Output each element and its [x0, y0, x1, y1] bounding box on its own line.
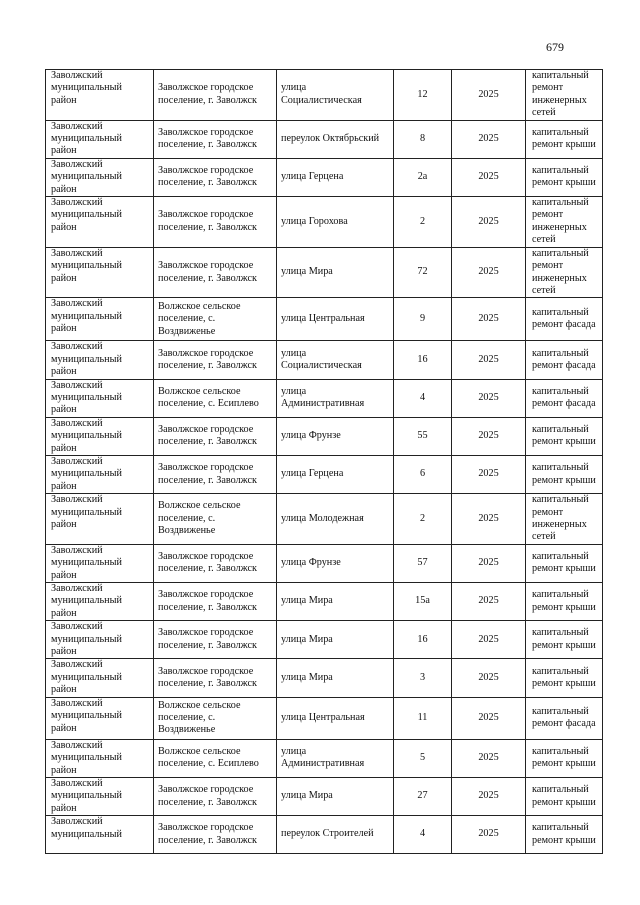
- street-cell: улица Мира: [277, 621, 394, 659]
- house-number-cell: 4: [394, 379, 452, 417]
- settlement-cell: Заволжское городское поселение, г. Заволжск: [154, 455, 277, 493]
- settlement-cell: Волжское сельское поселение, с. Воздвиженье: [154, 298, 277, 341]
- district-cell: Заволжский муниципальный район: [46, 417, 154, 455]
- street-cell: улица Фрунзе: [277, 417, 394, 455]
- street-cell: переулок Строителей: [277, 816, 394, 854]
- table-row: [46, 417, 603, 455]
- work-type-cell: капитальный ремонт крыши: [526, 777, 603, 815]
- year-cell: 2025: [452, 697, 526, 739]
- settlement-cell: Заволжское городское поселение, г. Заволжск: [154, 816, 277, 854]
- settlement-cell: Заволжское городское поселение, г. Заволжск: [154, 659, 277, 697]
- street-cell: переулок Октябрьский: [277, 120, 394, 158]
- settlement-cell: Заволжское городское поселение, г. Заволжск: [154, 417, 277, 455]
- table-row: [46, 70, 603, 121]
- work-type-cell: капитальный ремонт крыши: [526, 659, 603, 697]
- table-row: [46, 494, 603, 545]
- district-cell: Заволжский муниципальный район: [46, 659, 154, 697]
- work-type-cell: капитальный ремонт фасада: [526, 341, 603, 379]
- house-number-cell: 72: [394, 247, 452, 298]
- work-type-cell: капитальный ремонт крыши: [526, 417, 603, 455]
- district-cell: Заволжский муниципальный: [46, 816, 154, 854]
- work-type-cell: капитальный ремонт крыши: [526, 544, 603, 582]
- street-cell: улица Социалистическая: [277, 70, 394, 121]
- street-cell: улица Герцена: [277, 158, 394, 196]
- house-number-cell: 5: [394, 739, 452, 777]
- house-number-cell: 4: [394, 816, 452, 854]
- table-row: [46, 659, 603, 697]
- work-type-cell: капитальный ремонт крыши: [526, 621, 603, 659]
- district-cell: Заволжский муниципальный район: [46, 544, 154, 582]
- table-row: [46, 621, 603, 659]
- district-cell: Заволжский муниципальный район: [46, 583, 154, 621]
- street-cell: улица Социалистическая: [277, 341, 394, 379]
- settlement-cell: Волжское сельское поселение, с. Воздвиженье: [154, 697, 277, 739]
- work-type-cell: капитальный ремонт инженерных сетей: [526, 70, 603, 121]
- house-number-cell: 16: [394, 341, 452, 379]
- work-type-cell: капитальный ремонт крыши: [526, 739, 603, 777]
- settlement-cell: Волжское сельское поселение, с. Есиплево: [154, 379, 277, 417]
- settlement-cell: Заволжское городское поселение, г. Заволжск: [154, 120, 277, 158]
- district-cell: Заволжский муниципальный район: [46, 247, 154, 298]
- street-cell: улица Мира: [277, 659, 394, 697]
- table-row: [46, 544, 603, 582]
- year-cell: 2025: [452, 777, 526, 815]
- district-cell: Заволжский муниципальный район: [46, 70, 154, 121]
- year-cell: 2025: [452, 494, 526, 545]
- district-cell: Заволжский муниципальный район: [46, 341, 154, 379]
- work-type-cell: капитальный ремонт фасада: [526, 379, 603, 417]
- district-cell: Заволжский муниципальный район: [46, 197, 154, 248]
- house-number-cell: 2: [394, 494, 452, 545]
- house-number-cell: 55: [394, 417, 452, 455]
- house-number-cell: 57: [394, 544, 452, 582]
- settlement-cell: Заволжское городское поселение, г. Заволжск: [154, 621, 277, 659]
- house-number-cell: 9: [394, 298, 452, 341]
- street-cell: улица Центральная: [277, 298, 394, 341]
- work-type-cell: капитальный ремонт крыши: [526, 120, 603, 158]
- year-cell: 2025: [452, 583, 526, 621]
- district-cell: Заволжский муниципальный район: [46, 298, 154, 341]
- settlement-cell: Заволжское городское поселение, г. Заволжск: [154, 70, 277, 121]
- year-cell: 2025: [452, 158, 526, 196]
- year-cell: 2025: [452, 70, 526, 121]
- house-number-cell: 8: [394, 120, 452, 158]
- street-cell: улица Герцена: [277, 455, 394, 493]
- table-row: [46, 455, 603, 493]
- work-type-cell: капитальный ремонт крыши: [526, 816, 603, 854]
- table-row: [46, 379, 603, 417]
- table-row: [46, 816, 603, 854]
- settlement-cell: Заволжское городское поселение, г. Заволжск: [154, 247, 277, 298]
- house-number-cell: 3: [394, 659, 452, 697]
- year-cell: 2025: [452, 379, 526, 417]
- district-cell: Заволжский муниципальный район: [46, 777, 154, 815]
- district-cell: Заволжский муниципальный район: [46, 158, 154, 196]
- year-cell: 2025: [452, 197, 526, 248]
- district-cell: Заволжский муниципальный район: [46, 621, 154, 659]
- street-cell: улица Мира: [277, 247, 394, 298]
- settlement-cell: Заволжское городское поселение, г. Заволжск: [154, 341, 277, 379]
- work-type-cell: капитальный ремонт инженерных сетей: [526, 197, 603, 248]
- work-type-cell: капитальный ремонт фасада: [526, 298, 603, 341]
- year-cell: 2025: [452, 816, 526, 854]
- settlement-cell: Заволжское городское поселение, г. Заволжск: [154, 583, 277, 621]
- table-row: [46, 247, 603, 298]
- house-number-cell: 11: [394, 697, 452, 739]
- year-cell: 2025: [452, 120, 526, 158]
- page-number: 679: [546, 40, 564, 54]
- table-row: [46, 158, 603, 196]
- year-cell: 2025: [452, 455, 526, 493]
- table-row: [46, 777, 603, 815]
- work-type-cell: капитальный ремонт инженерных сетей: [526, 247, 603, 298]
- district-cell: Заволжский муниципальный район: [46, 739, 154, 777]
- housing-repair-table: [45, 69, 603, 854]
- house-number-cell: 2а: [394, 158, 452, 196]
- street-cell: улица Фрунзе: [277, 544, 394, 582]
- work-type-cell: капитальный ремонт крыши: [526, 583, 603, 621]
- house-number-cell: 12: [394, 70, 452, 121]
- year-cell: 2025: [452, 341, 526, 379]
- district-cell: Заволжский муниципальный район: [46, 455, 154, 493]
- district-cell: Заволжский муниципальный район: [46, 494, 154, 545]
- house-number-cell: 2: [394, 197, 452, 248]
- settlement-cell: Заволжское городское поселение, г. Заволжск: [154, 197, 277, 248]
- table-row: [46, 583, 603, 621]
- settlement-cell: Волжское сельское поселение, с. Есиплево: [154, 739, 277, 777]
- house-number-cell: 27: [394, 777, 452, 815]
- street-cell: улица Административная: [277, 739, 394, 777]
- house-number-cell: 15а: [394, 583, 452, 621]
- year-cell: 2025: [452, 659, 526, 697]
- table-row: [46, 697, 603, 739]
- settlement-cell: Волжское сельское поселение, с. Воздвиженье: [154, 494, 277, 545]
- district-cell: Заволжский муниципальный район: [46, 379, 154, 417]
- year-cell: 2025: [452, 298, 526, 341]
- district-cell: Заволжский муниципальный район: [46, 120, 154, 158]
- house-number-cell: 6: [394, 455, 452, 493]
- settlement-cell: Заволжское городское поселение, г. Заволжск: [154, 777, 277, 815]
- street-cell: улица Молодежная: [277, 494, 394, 545]
- table-row: [46, 739, 603, 777]
- year-cell: 2025: [452, 621, 526, 659]
- street-cell: улица Центральная: [277, 697, 394, 739]
- year-cell: 2025: [452, 247, 526, 298]
- work-type-cell: капитальный ремонт крыши: [526, 158, 603, 196]
- street-cell: улица Мира: [277, 583, 394, 621]
- year-cell: 2025: [452, 544, 526, 582]
- house-number-cell: 16: [394, 621, 452, 659]
- year-cell: 2025: [452, 739, 526, 777]
- district-cell: Заволжский муниципальный район: [46, 697, 154, 739]
- work-type-cell: капитальный ремонт инженерных сетей: [526, 494, 603, 545]
- street-cell: улица Административная: [277, 379, 394, 417]
- table-row: [46, 120, 603, 158]
- settlement-cell: Заволжское городское поселение, г. Заволжск: [154, 544, 277, 582]
- table-row: [46, 197, 603, 248]
- street-cell: улица Мира: [277, 777, 394, 815]
- table-row: [46, 298, 603, 341]
- year-cell: 2025: [452, 417, 526, 455]
- work-type-cell: капитальный ремонт крыши: [526, 455, 603, 493]
- work-type-cell: капитальный ремонт фасада: [526, 697, 603, 739]
- street-cell: улица Горохова: [277, 197, 394, 248]
- table-row: [46, 341, 603, 379]
- settlement-cell: Заволжское городское поселение, г. Заволжск: [154, 158, 277, 196]
